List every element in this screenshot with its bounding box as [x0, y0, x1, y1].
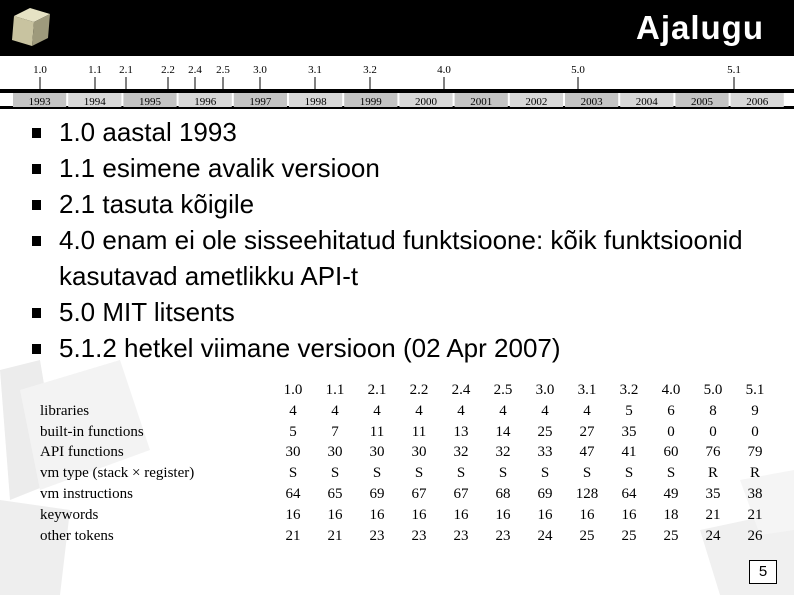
table-cell: 0	[709, 423, 717, 440]
table-cell: 18	[663, 506, 679, 523]
table-cell: 16	[327, 506, 343, 523]
column-header: 2.2	[409, 382, 429, 398]
table-cell: 7	[331, 423, 339, 440]
year-label: 2006	[746, 96, 769, 108]
table-cell: S	[624, 465, 634, 482]
bullet-square-icon	[32, 308, 41, 318]
table-cell: R	[707, 465, 718, 482]
bullet-text: 4.0 enam ei ole sisseehitatud funktsioone: kõik funktsioonid kasutavad ametlikku API-t	[59, 225, 743, 291]
table-row	[36, 442, 776, 463]
table-cell: 64	[285, 485, 301, 502]
table-cell: 26	[747, 527, 763, 544]
version-timeline	[0, 56, 794, 112]
row-label: vm instructions	[40, 485, 133, 502]
year-label: 1999	[359, 96, 382, 108]
table-cell: 16	[537, 506, 553, 523]
page-number: 5	[749, 560, 777, 584]
table-row	[36, 463, 776, 484]
table-cell: 21	[705, 506, 721, 523]
title-bar	[0, 0, 794, 56]
version-label: 3.0	[253, 64, 267, 76]
table-cell: 32	[453, 444, 469, 461]
table-cell: 16	[495, 506, 511, 523]
column-header: 3.2	[619, 382, 639, 398]
version-label: 2.1	[119, 64, 133, 76]
table-cell: 16	[369, 506, 385, 523]
table-cell: 11	[411, 423, 427, 440]
year-label: 1997	[249, 96, 272, 108]
table-cell: 16	[411, 506, 427, 523]
column-header: 3.1	[577, 382, 597, 398]
column-header: 1.1	[325, 382, 345, 398]
column-header: 4.0	[661, 382, 681, 398]
table-cell: S	[666, 465, 676, 482]
table-cell: 60	[663, 444, 679, 461]
table-cell: 16	[285, 506, 301, 523]
table-cell: S	[372, 465, 382, 482]
version-label: 5.0	[571, 64, 585, 76]
table-header-row	[36, 380, 776, 401]
table-cell: 4	[415, 402, 423, 419]
row-label: libraries	[40, 402, 90, 419]
bullet-square-icon	[32, 236, 41, 246]
table-cell: 0	[751, 423, 759, 440]
table-cell: 4	[373, 402, 381, 419]
bullet-text: 1.1 esimene avalik versioon	[59, 153, 380, 183]
table-cell: S	[414, 465, 424, 482]
bullet-square-icon	[32, 164, 41, 174]
year-label: 1996	[194, 96, 217, 108]
table-cell: 76	[705, 444, 721, 461]
column-header: 1.0	[283, 382, 303, 398]
table-cell: R	[749, 465, 760, 482]
table-cell: 4	[457, 402, 465, 419]
table-cell: S	[330, 465, 340, 482]
table-cell: S	[540, 465, 550, 482]
table-cell: 49	[663, 485, 679, 502]
year-label: 2003	[580, 96, 603, 108]
table-cell: 13	[453, 423, 469, 440]
table-cell: 30	[285, 444, 301, 461]
table-cell: 11	[369, 423, 385, 440]
table-cell: 35	[705, 485, 721, 502]
table-cell: 23	[369, 527, 385, 544]
year-label: 2002	[525, 96, 548, 108]
table-cell: 23	[411, 527, 427, 544]
version-label: 3.1	[308, 64, 322, 76]
table-cell: 35	[621, 423, 637, 440]
bullet-item	[30, 222, 779, 294]
version-label: 2.4	[188, 64, 202, 76]
table-cell: 30	[327, 444, 343, 461]
table-cell: 23	[495, 527, 511, 544]
column-header: 2.4	[451, 382, 471, 398]
table-row	[36, 484, 776, 505]
table-cell: 69	[537, 485, 553, 502]
table-cell: 32	[495, 444, 511, 461]
table-cell: 21	[747, 506, 763, 523]
bullet-item	[30, 150, 779, 186]
cube-logo-icon	[8, 4, 54, 50]
table-cell: 30	[369, 444, 385, 461]
table-cell: 4	[289, 402, 297, 419]
table-cell: 67	[411, 485, 427, 502]
table-cell: 47	[579, 444, 595, 461]
row-label: built-in functions	[40, 423, 144, 440]
year-label: 1993	[28, 96, 51, 108]
table-cell: S	[498, 465, 508, 482]
bullet-text: 1.0 aastal 1993	[59, 117, 237, 147]
version-label: 5.1	[727, 64, 741, 76]
bullet-item	[30, 114, 779, 150]
table-cell: 27	[579, 423, 595, 440]
row-label: keywords	[40, 506, 99, 523]
version-label: 3.2	[363, 64, 377, 76]
bullet-item	[30, 294, 779, 330]
slide-title: Ajalugu	[636, 9, 764, 46]
bullet-text: 5.1.2 hetkel viimane versioon (02 Apr 2007)	[59, 333, 561, 363]
table-corner-cell	[36, 380, 272, 401]
year-label: 2004	[635, 96, 658, 108]
table-cell: 128	[575, 485, 599, 502]
table-cell: 21	[285, 527, 301, 544]
bullet-square-icon	[32, 344, 41, 354]
version-stats-table	[36, 380, 776, 546]
table-cell: 5	[625, 402, 633, 419]
bullet-list	[30, 114, 779, 366]
bullet-square-icon	[32, 128, 41, 138]
version-label: 4.0	[437, 64, 451, 76]
year-label: 1998	[304, 96, 327, 108]
table-cell: 0	[667, 423, 675, 440]
year-label: 2000	[415, 96, 437, 108]
year-label: 2005	[691, 96, 713, 108]
row-label: other tokens	[40, 527, 114, 544]
table-cell: 4	[541, 402, 549, 419]
table-cell: 24	[537, 527, 553, 544]
table-cell: 4	[499, 402, 507, 419]
column-header: 5.1	[745, 382, 765, 398]
table-cell: 64	[621, 485, 637, 502]
table-cell: 30	[411, 444, 427, 461]
year-label: 2001	[470, 96, 493, 108]
version-label: 2.2	[161, 64, 175, 76]
table-cell: 23	[453, 527, 469, 544]
table-row	[36, 422, 776, 443]
bullet-square-icon	[32, 200, 41, 210]
table-cell: 16	[621, 506, 637, 523]
table-cell: 25	[537, 423, 553, 440]
table-cell: 21	[327, 527, 343, 544]
table-cell: 69	[369, 485, 385, 502]
table-cell: 9	[751, 402, 759, 419]
table-cell: 25	[663, 527, 679, 544]
table-row	[36, 526, 776, 547]
table-cell: S	[288, 465, 298, 482]
table-cell: 33	[537, 444, 553, 461]
table-cell: 4	[331, 402, 339, 419]
table-cell: 16	[579, 506, 595, 523]
table-cell: 16	[453, 506, 469, 523]
table-cell: S	[582, 465, 592, 482]
table-cell: 67	[453, 485, 469, 502]
column-header: 3.0	[535, 382, 555, 398]
column-header: 2.5	[493, 382, 513, 398]
table-cell: 25	[579, 527, 595, 544]
table-cell: 24	[705, 527, 721, 544]
year-label: 1994	[83, 96, 106, 108]
table-cell: S	[456, 465, 466, 482]
timeline-axis-line	[0, 89, 794, 93]
table-cell: 5	[289, 423, 297, 440]
row-label: API functions	[40, 444, 124, 461]
table-cell: 79	[747, 444, 763, 461]
table-cell: 14	[495, 423, 511, 440]
table-row	[36, 401, 776, 422]
table-cell: 25	[621, 527, 637, 544]
table-cell: 8	[709, 402, 717, 419]
table-cell: 4	[583, 402, 591, 419]
table-cell: 68	[495, 485, 511, 502]
table-row	[36, 505, 776, 526]
table-cell: 6	[667, 402, 675, 419]
version-label: 1.1	[88, 64, 102, 76]
table-cell: 38	[747, 485, 763, 502]
bullet-text: 5.0 MIT litsents	[59, 297, 235, 327]
version-label: 1.0	[33, 64, 47, 76]
table-cell: 65	[327, 485, 343, 502]
bullet-item	[30, 186, 779, 222]
column-header: 2.1	[367, 382, 387, 398]
column-header: 5.0	[703, 382, 723, 398]
year-label: 1995	[139, 96, 161, 108]
bullet-text: 2.1 tasuta kõigile	[59, 189, 255, 219]
version-label: 2.5	[216, 64, 230, 76]
table-cell: 41	[621, 444, 637, 461]
table-body	[36, 401, 776, 547]
row-label: vm type (stack × register)	[40, 465, 195, 482]
